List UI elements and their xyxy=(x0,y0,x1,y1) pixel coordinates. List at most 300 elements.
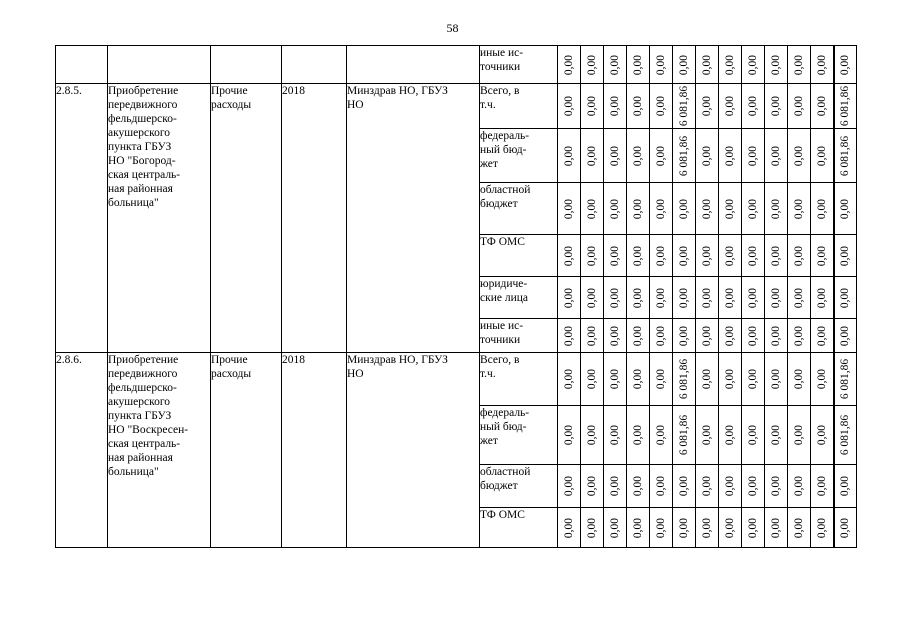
value-cell xyxy=(673,129,696,183)
value-cell xyxy=(581,465,604,508)
value-text: 0,00 xyxy=(655,424,667,446)
value-cell xyxy=(604,235,627,277)
value-cell xyxy=(834,406,857,465)
value-text: 0,00 xyxy=(632,517,644,538)
value-cell xyxy=(742,508,765,548)
value-cell xyxy=(558,465,581,508)
value-text: 0,00 xyxy=(747,198,759,219)
value-text: 0,00 xyxy=(586,245,598,266)
value-cell xyxy=(811,129,834,183)
value-text: 0,00 xyxy=(793,95,805,117)
value-cell xyxy=(742,84,765,129)
value-cell xyxy=(604,353,627,406)
value-text: 0,00 xyxy=(609,517,621,538)
value-text: 0,00 xyxy=(770,287,782,308)
value-cell xyxy=(650,46,673,84)
value-cell xyxy=(696,508,719,548)
value-text: 0,00 xyxy=(793,325,805,346)
value-text: 0,00 xyxy=(586,95,598,117)
page-number: 58 xyxy=(446,21,459,35)
value-cell xyxy=(581,277,604,319)
value-cell xyxy=(719,235,742,277)
value-text: 0,00 xyxy=(724,424,736,446)
value-cell xyxy=(811,406,834,465)
value-text: 0,00 xyxy=(609,368,621,390)
value-text: 0,00 xyxy=(724,368,736,390)
value-cell xyxy=(811,277,834,319)
value-text: 0,00 xyxy=(724,325,736,346)
value-cell xyxy=(673,235,696,277)
value-text: 0,00 xyxy=(770,475,782,497)
value-text: 0,00 xyxy=(678,245,690,266)
item-number-cell: 2.8.6. xyxy=(56,353,108,548)
value-cell xyxy=(765,277,788,319)
value-text: 0,00 xyxy=(770,325,782,346)
value-text: 0,00 xyxy=(815,145,828,166)
value-text: 0,00 xyxy=(632,368,644,390)
value-text: 0,00 xyxy=(655,54,667,75)
value-text: 0,00 xyxy=(632,198,644,219)
value-cell xyxy=(742,277,765,319)
value-cell xyxy=(834,508,857,548)
value-cell xyxy=(788,129,811,183)
value-cell xyxy=(627,84,650,129)
value-text: 0,00 xyxy=(793,145,805,166)
value-cell xyxy=(604,277,627,319)
value-text: 0,00 xyxy=(609,245,621,266)
value-cell xyxy=(581,508,604,548)
value-cell xyxy=(673,319,696,353)
value-text: 0,00 xyxy=(839,198,852,219)
value-cell xyxy=(742,353,765,406)
value-cell xyxy=(696,465,719,508)
value-text: 0,00 xyxy=(563,54,575,75)
value-cell xyxy=(604,46,627,84)
value-text: 0,00 xyxy=(701,245,713,266)
value-cell xyxy=(811,46,834,84)
value-cell xyxy=(719,465,742,508)
table-row xyxy=(56,84,857,129)
budget-table xyxy=(55,45,857,548)
expense-type-cell: Прочие расходы xyxy=(211,353,282,548)
value-text: 0,00 xyxy=(793,287,805,308)
value-text: 0,00 xyxy=(563,95,575,117)
value-cell xyxy=(627,406,650,465)
value-text: 0,00 xyxy=(563,198,575,219)
value-cell xyxy=(696,46,719,84)
value-text: 0,00 xyxy=(747,517,759,538)
value-cell xyxy=(696,235,719,277)
value-cell xyxy=(558,319,581,353)
value-text: 0,00 xyxy=(563,475,575,497)
value-cell xyxy=(696,84,719,129)
value-text: 0,00 xyxy=(724,198,736,219)
value-text: 0,00 xyxy=(655,145,667,166)
value-text: 0,00 xyxy=(678,287,690,308)
value-text: 0,00 xyxy=(632,54,644,75)
value-cell xyxy=(742,183,765,235)
value-text: 6 081,86 xyxy=(678,358,690,400)
value-text: 6 081,86 xyxy=(678,85,690,127)
value-cell xyxy=(742,465,765,508)
value-cell xyxy=(834,84,857,129)
value-text: 0,00 xyxy=(586,368,598,390)
value-text: 0,00 xyxy=(793,54,805,75)
value-cell xyxy=(719,84,742,129)
value-text: 0,00 xyxy=(586,475,598,497)
value-cell xyxy=(765,46,788,84)
value-cell xyxy=(604,508,627,548)
value-text: 0,00 xyxy=(563,424,575,446)
value-text: 0,00 xyxy=(793,424,805,446)
value-cell xyxy=(581,129,604,183)
value-cell xyxy=(834,353,857,406)
value-cell xyxy=(788,183,811,235)
value-cell xyxy=(742,129,765,183)
value-text: 0,00 xyxy=(655,475,667,497)
value-cell xyxy=(558,129,581,183)
value-cell xyxy=(834,319,857,353)
value-cell xyxy=(558,353,581,406)
value-text: 0,00 xyxy=(815,54,828,75)
value-cell xyxy=(581,183,604,235)
value-cell xyxy=(650,277,673,319)
value-text: 0,00 xyxy=(701,145,713,166)
value-text: 0,00 xyxy=(609,95,621,117)
table-row xyxy=(56,46,857,84)
funding-source-cell: иные ис- точники xyxy=(480,46,558,84)
funding-source-cell: иные ис- точники xyxy=(480,319,558,353)
value-cell xyxy=(581,353,604,406)
value-cell xyxy=(673,406,696,465)
value-text: 0,00 xyxy=(655,245,667,266)
value-cell xyxy=(788,277,811,319)
value-text: 0,00 xyxy=(770,54,782,75)
value-cell xyxy=(765,235,788,277)
value-cell xyxy=(581,319,604,353)
value-cell xyxy=(811,465,834,508)
value-text: 0,00 xyxy=(793,245,805,266)
item-number-cell: 2.8.5. xyxy=(56,84,108,353)
value-text: 0,00 xyxy=(563,517,575,538)
value-text: 0,00 xyxy=(563,325,575,346)
value-cell xyxy=(558,277,581,319)
value-text: 0,00 xyxy=(839,517,852,538)
value-text: 0,00 xyxy=(839,475,852,497)
value-text: 0,00 xyxy=(609,475,621,497)
value-text: 0,00 xyxy=(655,368,667,390)
value-cell xyxy=(765,406,788,465)
value-text: 0,00 xyxy=(701,95,713,117)
value-cell xyxy=(811,353,834,406)
value-text: 0,00 xyxy=(655,287,667,308)
value-cell xyxy=(558,406,581,465)
value-cell xyxy=(765,319,788,353)
funding-source-cell: Всего, в т.ч. xyxy=(480,84,558,129)
value-text: 0,00 xyxy=(839,325,852,346)
value-cell xyxy=(811,319,834,353)
value-text: 0,00 xyxy=(632,95,644,117)
value-text: 6 081,86 xyxy=(839,135,852,176)
value-text: 0,00 xyxy=(701,475,713,497)
value-text: 0,00 xyxy=(586,517,598,538)
value-text: 0,00 xyxy=(632,245,644,266)
value-text: 0,00 xyxy=(586,198,598,219)
value-text: 0,00 xyxy=(563,287,575,308)
value-cell xyxy=(650,129,673,183)
value-text: 0,00 xyxy=(815,368,828,390)
value-text: 6 081,86 xyxy=(839,85,852,127)
value-text: 0,00 xyxy=(632,475,644,497)
value-text: 0,00 xyxy=(747,54,759,75)
value-cell xyxy=(673,183,696,235)
value-text: 0,00 xyxy=(747,145,759,166)
value-text: 6 081,86 xyxy=(678,414,690,456)
value-cell xyxy=(811,183,834,235)
value-cell xyxy=(604,319,627,353)
value-text: 0,00 xyxy=(609,287,621,308)
item-name-cell: Приобретение передвижного фельдшерско- акушерского пункта ГБУЗ НО "Богород- ская централь- ная районная больница" xyxy=(108,84,211,353)
value-cell xyxy=(673,465,696,508)
value-cell xyxy=(811,235,834,277)
value-text: 0,00 xyxy=(770,198,782,219)
value-cell xyxy=(719,508,742,548)
value-text: 0,00 xyxy=(747,475,759,497)
executor-cell: Минздрав НО, ГБУЗ НО xyxy=(347,353,480,548)
value-cell xyxy=(811,508,834,548)
value-cell xyxy=(604,406,627,465)
value-cell xyxy=(650,84,673,129)
value-text: 0,00 xyxy=(609,424,621,446)
value-cell xyxy=(834,235,857,277)
value-text: 0,00 xyxy=(839,287,852,308)
value-cell xyxy=(650,183,673,235)
value-cell xyxy=(834,46,857,84)
value-text: 0,00 xyxy=(609,54,621,75)
value-cell xyxy=(765,353,788,406)
item-name-cell: Приобретение передвижного фельдшерско- акушерского пункта ГБУЗ НО "Воскресен- ская централь- ная районная больница" xyxy=(108,353,211,548)
value-cell xyxy=(719,319,742,353)
value-cell xyxy=(765,183,788,235)
value-cell xyxy=(650,319,673,353)
value-text: 0,00 xyxy=(632,424,644,446)
value-cell xyxy=(788,353,811,406)
value-text: 0,00 xyxy=(655,325,667,346)
value-cell xyxy=(604,183,627,235)
value-cell xyxy=(742,235,765,277)
value-cell xyxy=(673,84,696,129)
value-text: 0,00 xyxy=(586,287,598,308)
value-text: 0,00 xyxy=(563,145,575,166)
value-cell xyxy=(627,277,650,319)
value-text: 0,00 xyxy=(770,424,782,446)
value-text: 0,00 xyxy=(747,95,759,117)
value-text: 0,00 xyxy=(701,517,713,538)
value-cell xyxy=(558,46,581,84)
value-cell xyxy=(604,84,627,129)
value-cell xyxy=(765,508,788,548)
value-text: 0,00 xyxy=(815,517,828,538)
value-text: 0,00 xyxy=(655,198,667,219)
value-text: 0,00 xyxy=(632,325,644,346)
value-cell xyxy=(650,353,673,406)
value-text: 0,00 xyxy=(815,325,828,346)
value-text: 0,00 xyxy=(724,245,736,266)
value-cell xyxy=(696,183,719,235)
value-text: 0,00 xyxy=(609,198,621,219)
value-text: 0,00 xyxy=(701,198,713,219)
value-cell xyxy=(696,129,719,183)
value-cell xyxy=(581,46,604,84)
value-cell xyxy=(834,465,857,508)
funding-source-cell: федераль- ный бюд- жет xyxy=(480,129,558,183)
value-cell xyxy=(788,406,811,465)
value-text: 0,00 xyxy=(747,287,759,308)
value-text: 0,00 xyxy=(632,145,644,166)
value-text: 6 081,86 xyxy=(839,358,852,400)
value-cell xyxy=(604,129,627,183)
value-text: 0,00 xyxy=(815,287,828,308)
value-cell xyxy=(558,183,581,235)
value-text: 0,00 xyxy=(724,54,736,75)
value-cell xyxy=(650,406,673,465)
value-cell xyxy=(627,235,650,277)
value-text: 0,00 xyxy=(724,475,736,497)
executor-cell xyxy=(347,46,480,84)
value-text: 0,00 xyxy=(724,145,736,166)
value-text: 0,00 xyxy=(815,198,828,219)
value-cell xyxy=(811,84,834,129)
item-number-cell xyxy=(56,46,108,84)
value-text: 6 081,86 xyxy=(839,414,852,456)
value-text: 0,00 xyxy=(701,54,713,75)
value-text: 0,00 xyxy=(609,145,621,166)
value-text: 0,00 xyxy=(724,517,736,538)
value-text: 0,00 xyxy=(586,325,598,346)
value-text: 0,00 xyxy=(770,245,782,266)
value-text: 0,00 xyxy=(701,424,713,446)
value-cell xyxy=(788,46,811,84)
funding-source-cell: областной бюджет xyxy=(480,183,558,235)
value-cell xyxy=(673,46,696,84)
value-cell xyxy=(742,46,765,84)
value-cell xyxy=(604,465,627,508)
value-cell xyxy=(719,129,742,183)
value-text: 0,00 xyxy=(815,424,828,446)
value-text: 0,00 xyxy=(563,245,575,266)
value-cell xyxy=(834,277,857,319)
value-cell xyxy=(765,465,788,508)
funding-source-cell: ТФ ОМС xyxy=(480,235,558,277)
value-cell xyxy=(719,277,742,319)
value-cell xyxy=(650,465,673,508)
value-cell xyxy=(627,129,650,183)
value-cell xyxy=(581,84,604,129)
executor-cell: Минздрав НО, ГБУЗ НО xyxy=(347,84,480,353)
value-text: 0,00 xyxy=(563,368,575,390)
value-cell xyxy=(696,406,719,465)
value-text: 0,00 xyxy=(678,325,690,346)
value-text: 0,00 xyxy=(747,368,759,390)
value-cell xyxy=(627,508,650,548)
value-cell xyxy=(765,84,788,129)
value-text: 0,00 xyxy=(701,368,713,390)
table-row xyxy=(56,353,857,406)
year-cell: 2018 xyxy=(282,84,347,353)
value-cell xyxy=(719,46,742,84)
value-cell xyxy=(627,46,650,84)
value-text: 0,00 xyxy=(586,424,598,446)
value-text: 0,00 xyxy=(724,287,736,308)
funding-source-cell: федераль- ный бюд- жет xyxy=(480,406,558,465)
value-text: 0,00 xyxy=(815,245,828,266)
value-cell xyxy=(788,84,811,129)
expense-type-cell xyxy=(211,46,282,84)
value-text: 0,00 xyxy=(678,54,690,75)
value-text: 6 081,86 xyxy=(678,135,690,176)
value-cell xyxy=(719,183,742,235)
value-cell xyxy=(673,277,696,319)
value-text: 0,00 xyxy=(747,424,759,446)
funding-source-cell: областной бюджет xyxy=(480,465,558,508)
value-text: 0,00 xyxy=(747,245,759,266)
item-name-cell xyxy=(108,46,211,84)
value-cell xyxy=(650,508,673,548)
value-text: 0,00 xyxy=(655,517,667,538)
value-text: 0,00 xyxy=(770,95,782,117)
value-cell xyxy=(650,235,673,277)
value-text: 0,00 xyxy=(770,517,782,538)
value-cell xyxy=(673,508,696,548)
value-cell xyxy=(788,508,811,548)
value-text: 0,00 xyxy=(609,325,621,346)
value-cell xyxy=(788,319,811,353)
value-cell xyxy=(788,465,811,508)
value-text: 0,00 xyxy=(632,287,644,308)
value-text: 0,00 xyxy=(770,145,782,166)
value-cell xyxy=(742,406,765,465)
value-cell xyxy=(673,353,696,406)
value-text: 0,00 xyxy=(815,475,828,497)
value-cell xyxy=(834,183,857,235)
value-text: 0,00 xyxy=(701,325,713,346)
value-cell xyxy=(719,353,742,406)
value-text: 0,00 xyxy=(724,95,736,117)
value-cell xyxy=(719,406,742,465)
value-text: 0,00 xyxy=(839,54,852,75)
value-cell xyxy=(627,465,650,508)
value-text: 0,00 xyxy=(586,54,598,75)
value-text: 0,00 xyxy=(701,287,713,308)
value-cell xyxy=(558,508,581,548)
value-text: 0,00 xyxy=(793,368,805,390)
value-text: 0,00 xyxy=(747,325,759,346)
value-cell xyxy=(558,84,581,129)
value-cell xyxy=(627,319,650,353)
value-cell xyxy=(581,235,604,277)
value-text: 0,00 xyxy=(793,198,805,219)
value-text: 0,00 xyxy=(839,245,852,266)
value-text: 0,00 xyxy=(770,368,782,390)
value-cell xyxy=(742,319,765,353)
funding-source-cell: Всего, в т.ч. xyxy=(480,353,558,406)
value-cell xyxy=(627,353,650,406)
year-cell xyxy=(282,46,347,84)
value-text: 0,00 xyxy=(793,517,805,538)
value-cell xyxy=(834,129,857,183)
funding-source-cell: юридиче- ские лица xyxy=(480,277,558,319)
value-text: 0,00 xyxy=(655,95,667,117)
